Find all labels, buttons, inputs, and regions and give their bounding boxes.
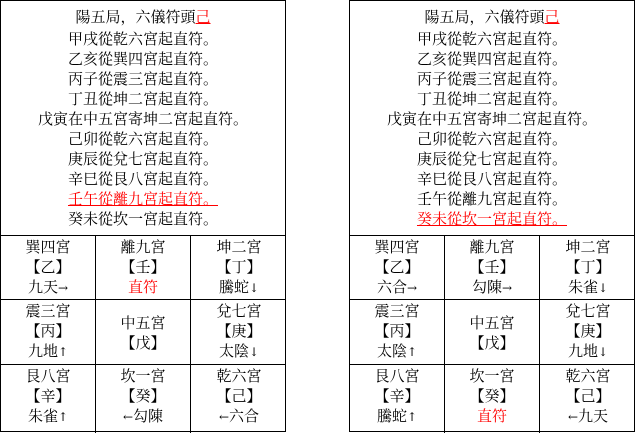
palace-name: 乾六宮 bbox=[565, 367, 611, 385]
heaven-stem: 【辛】 bbox=[25, 387, 71, 405]
left-line-6: 己卯從乾六宮起直符。 bbox=[67, 130, 218, 148]
spirit-name: 九天 bbox=[27, 278, 58, 296]
spirit-label bbox=[540, 341, 635, 361]
direction-arrow-icon: ↑ bbox=[406, 410, 418, 424]
palace-name: 離九宮 bbox=[469, 238, 515, 256]
spirit-name: 六合 bbox=[229, 407, 260, 425]
spirit-label bbox=[191, 406, 287, 426]
right-palace-grid bbox=[350, 235, 634, 433]
right-line-1: 甲戌從乾六宮起直符。 bbox=[416, 30, 567, 48]
right-palace-cell bbox=[445, 366, 539, 435]
left-palace-cell bbox=[96, 237, 190, 300]
spirit-label bbox=[96, 406, 190, 426]
direction-arrow-icon: ← bbox=[567, 410, 579, 424]
spirit-name: 九地 bbox=[567, 342, 598, 360]
spirit-name: 朱雀 bbox=[567, 278, 598, 296]
right-line-8: 辛巳從艮八宮起直符。 bbox=[416, 170, 567, 188]
spirit-label bbox=[191, 277, 287, 297]
heaven-stem: 【癸】 bbox=[469, 387, 515, 405]
left-title-main: 陽五局，六儀符頭 bbox=[75, 8, 196, 26]
heaven-stem: 【庚】 bbox=[216, 322, 262, 340]
right-line-3: 丙子從震三宮起直符。 bbox=[416, 70, 567, 88]
right-text-block bbox=[350, 1, 634, 235]
heaven-stem: 【戊】 bbox=[120, 334, 166, 352]
spirit-name: 太陰 bbox=[218, 342, 249, 360]
direction-arrow-icon: ↓ bbox=[248, 345, 260, 359]
heaven-stem: 【癸】 bbox=[120, 387, 166, 405]
right-palace-cell bbox=[350, 366, 444, 435]
left-palace-cell bbox=[191, 366, 287, 435]
left-line-8: 辛巳從艮八宮起直符。 bbox=[67, 170, 218, 188]
right-title-main: 陽五局，六儀符頭 bbox=[424, 8, 545, 26]
heaven-stem: 【乙】 bbox=[374, 258, 420, 276]
heaven-stem: 【丙】 bbox=[25, 322, 71, 340]
palace-name: 坎一宮 bbox=[469, 367, 515, 385]
spirit-name: 太陰 bbox=[376, 342, 407, 360]
right-title bbox=[350, 7, 634, 27]
spirit-name: 勾陳 bbox=[133, 407, 164, 425]
direction-arrow-icon: ↓ bbox=[597, 281, 609, 295]
right-line-10: 癸未從坎一宮起直符。 bbox=[416, 210, 567, 228]
left-panel bbox=[0, 0, 286, 432]
right-palace-cell bbox=[540, 301, 635, 365]
left-line-7: 庚辰從兌七宮起直符。 bbox=[67, 150, 218, 168]
palace-name: 艮八宮 bbox=[374, 367, 420, 385]
left-line-4: 丁丑從坤二宮起直符。 bbox=[67, 90, 218, 108]
left-line-9: 壬午從離九宮起直符。 bbox=[67, 190, 218, 208]
direction-arrow-icon: ← bbox=[218, 410, 230, 424]
palace-name: 坎一宮 bbox=[120, 367, 166, 385]
spirit-label bbox=[350, 277, 444, 297]
spirit-label bbox=[445, 406, 539, 426]
right-line-6: 己卯從乾六宮起直符。 bbox=[416, 130, 567, 148]
left-line-10: 癸未從坎一宮起直符。 bbox=[67, 210, 218, 228]
direction-arrow-icon: → bbox=[501, 281, 513, 295]
spirit-name: 六合 bbox=[376, 278, 407, 296]
heaven-stem: 【己】 bbox=[565, 387, 611, 405]
spirit-label bbox=[445, 277, 539, 297]
palace-name: 巽四宮 bbox=[25, 238, 71, 256]
direction-arrow-icon: ↑ bbox=[406, 345, 418, 359]
right-palace-cell bbox=[445, 301, 539, 365]
spirit-name: 騰蛇 bbox=[376, 407, 407, 425]
palace-name: 乾六宮 bbox=[216, 367, 262, 385]
palace-name: 巽四宮 bbox=[374, 238, 420, 256]
spirit-name: 直符 bbox=[127, 278, 158, 296]
direction-arrow-icon: ← bbox=[122, 410, 134, 424]
heaven-stem: 【丁】 bbox=[216, 258, 262, 276]
left-palace-cell bbox=[191, 237, 287, 300]
palace-name: 中五宮 bbox=[120, 314, 166, 332]
left-palace-cell bbox=[1, 237, 95, 300]
left-title-mark: 己 bbox=[195, 8, 211, 26]
palace-name: 坤二宮 bbox=[565, 238, 611, 256]
left-line-1: 甲戌從乾六宮起直符。 bbox=[67, 30, 218, 48]
left-title bbox=[1, 7, 285, 27]
heaven-stem: 【乙】 bbox=[25, 258, 71, 276]
palace-name: 坤二宮 bbox=[216, 238, 262, 256]
direction-arrow-icon: → bbox=[57, 281, 69, 295]
left-line-3: 丙子從震三宮起直符。 bbox=[67, 70, 218, 88]
left-line-5: 戊寅在中五宮寄坤二宮起直符。 bbox=[37, 110, 248, 128]
heaven-stem: 【戊】 bbox=[469, 334, 515, 352]
spirit-name: 九地 bbox=[27, 342, 58, 360]
spirit-name: 朱雀 bbox=[27, 407, 58, 425]
palace-name: 離九宮 bbox=[120, 238, 166, 256]
left-palace-cell bbox=[1, 366, 95, 435]
spirit-label bbox=[350, 341, 444, 361]
direction-arrow-icon: → bbox=[406, 281, 418, 295]
right-palace-cell bbox=[540, 237, 635, 300]
heaven-stem: 【丁】 bbox=[565, 258, 611, 276]
spirit-label bbox=[1, 277, 95, 297]
direction-arrow-icon: ↑ bbox=[57, 345, 69, 359]
direction-arrow-icon: ↓ bbox=[597, 345, 609, 359]
spirit-label bbox=[540, 277, 635, 297]
palace-name: 兌七宮 bbox=[216, 302, 262, 320]
spirit-name: 九天 bbox=[578, 407, 609, 425]
spirit-label bbox=[96, 277, 190, 297]
right-palace-cell bbox=[350, 301, 444, 365]
spirit-label bbox=[540, 406, 635, 426]
spirit-name: 勾陳 bbox=[471, 278, 502, 296]
direction-arrow-icon: ↑ bbox=[57, 410, 69, 424]
heaven-stem: 【丙】 bbox=[374, 322, 420, 340]
spirit-label bbox=[191, 341, 287, 361]
spirit-name: 直符 bbox=[476, 407, 507, 425]
heaven-stem: 【壬】 bbox=[469, 258, 515, 276]
spirit-name: 騰蛇 bbox=[218, 278, 249, 296]
spirit-label bbox=[1, 341, 95, 361]
left-palace-cell bbox=[1, 301, 95, 365]
left-palace-cell bbox=[96, 366, 190, 435]
left-text-block bbox=[1, 1, 285, 235]
heaven-stem: 【己】 bbox=[216, 387, 262, 405]
left-palace-cell bbox=[96, 301, 190, 365]
right-palace-cell bbox=[445, 237, 539, 300]
palace-name: 震三宮 bbox=[25, 302, 71, 320]
palace-name: 中五宮 bbox=[469, 314, 515, 332]
right-panel bbox=[349, 0, 635, 432]
heaven-stem: 【庚】 bbox=[565, 322, 611, 340]
left-palace-cell bbox=[191, 301, 287, 365]
left-line-2: 乙亥從巽四宮起直符。 bbox=[67, 50, 218, 68]
right-palace-cell bbox=[350, 237, 444, 300]
palace-name: 兌七宮 bbox=[565, 302, 611, 320]
left-palace-grid bbox=[1, 235, 285, 433]
right-palace-cell bbox=[540, 366, 635, 435]
right-line-5: 戊寅在中五宮寄坤二宮起直符。 bbox=[386, 110, 597, 128]
spirit-label bbox=[1, 406, 95, 426]
spirit-label bbox=[350, 406, 444, 426]
heaven-stem: 【壬】 bbox=[120, 258, 166, 276]
heaven-stem: 【辛】 bbox=[374, 387, 420, 405]
right-line-9: 壬午從離九宮起直符。 bbox=[416, 190, 567, 208]
right-title-mark: 己 bbox=[544, 8, 560, 26]
palace-name: 震三宮 bbox=[374, 302, 420, 320]
right-line-4: 丁丑從坤二宮起直符。 bbox=[416, 90, 567, 108]
direction-arrow-icon: ↓ bbox=[248, 281, 260, 295]
right-line-7: 庚辰從兌七宮起直符。 bbox=[416, 150, 567, 168]
right-line-2: 乙亥從巽四宮起直符。 bbox=[416, 50, 567, 68]
palace-name: 艮八宮 bbox=[25, 367, 71, 385]
